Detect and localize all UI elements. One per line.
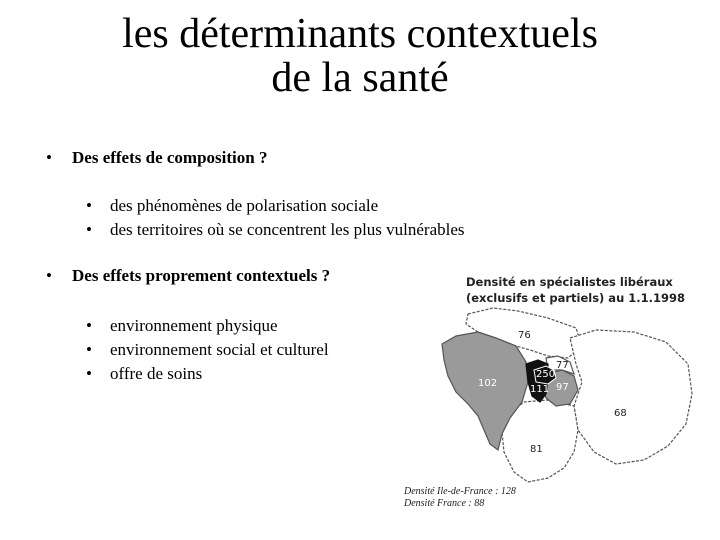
map-title-line2: (exclusifs et partiels) au 1.1.1998 — [466, 291, 686, 305]
label-val-oise: 76 — [518, 330, 531, 341]
sub-bullet-social-cultural-environment: • environnement social et culturel — [86, 340, 329, 360]
footnote-idf-density: Densité Ile-de-France : 128 — [404, 486, 516, 497]
slide-title-line2: de la santé — [271, 55, 449, 101]
density-map-figure — [398, 266, 705, 528]
map-footnote — [404, 486, 516, 510]
footnote-france-density: Densité France : 88 — [404, 498, 485, 509]
label-seine-saint-denis: 77 — [556, 360, 569, 371]
bullet-composition-effects: • Des effets de composition ? — [46, 148, 267, 168]
label-hauts-de-seine: 111 — [530, 384, 550, 395]
label-val-de-marne: 97 — [556, 382, 569, 393]
slide-title-line1: les déterminants contextuels — [122, 11, 598, 57]
bullet-contextual-effects: • Des effets proprement contextuels ? — [46, 266, 330, 286]
label-yvelines: 102 — [478, 378, 498, 389]
sub-bullet-social-polarisation: • des phénomènes de polarisation sociale — [86, 196, 378, 216]
label-seine-et-marne: 68 — [614, 408, 627, 419]
region-seine-et-marne — [570, 330, 692, 464]
map-title — [466, 274, 685, 306]
label-paris: 250 — [536, 369, 556, 380]
slide-title — [60, 12, 660, 100]
label-essonne: 81 — [530, 444, 543, 455]
sub-bullet-vulnerable-territories: • des territoires où se concentrent les plus vulnérables — [86, 220, 465, 240]
sub-bullet-care-supply: • offre de soins — [86, 364, 202, 384]
sub-bullet-physical-environment: • environnement physique — [86, 316, 278, 336]
map-title-line1: Densité en spécialistes libéraux — [466, 275, 673, 289]
